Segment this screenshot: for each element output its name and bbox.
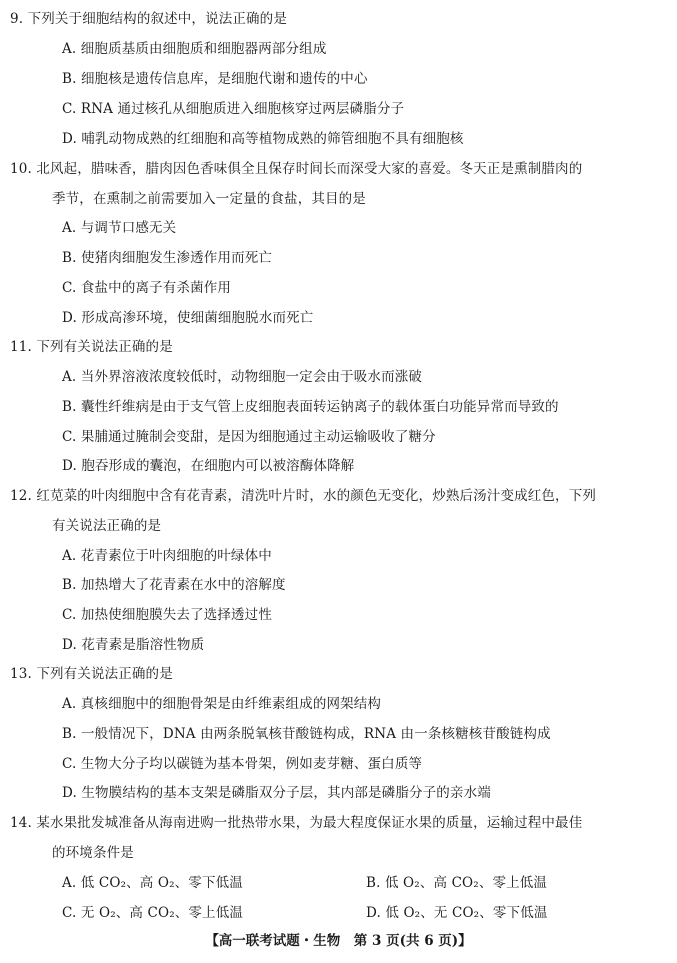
q13-stem: 13. 下列有关说法正确的是 xyxy=(10,666,173,682)
q11-option-b: B. 囊性纤维病是由于支气管上皮细胞表面转运钠离子的载体蛋白功能异常而导致的 xyxy=(62,399,559,415)
q13-option-a: A. 真核细胞中的细胞骨架是由纤维素组成的网架结构 xyxy=(62,696,382,712)
q11-option-c: C. 果脯通过腌制会变甜，是因为细胞通过主动运输吸收了糖分 xyxy=(62,429,436,445)
q9-option-b: B. 细胞核是遗传信息库，是细胞代谢和遗传的中心 xyxy=(62,71,368,87)
q10-option-a: A. 与调节口感无关 xyxy=(62,220,177,236)
q10-stem-line1: 10. 北风起，腊味香，腊肉因色香味俱全且保存时间长而深受大家的喜爱。冬天正是熏制腊肉的 xyxy=(10,161,583,177)
q9-stem: 9. 下列关于细胞结构的叙述中，说法正确的是 xyxy=(10,11,287,27)
q14-option-b: B. 低 O₂、高 CO₂、零上低温 xyxy=(366,875,548,891)
q11-option-a: A. 当外界溶液浓度较低时，动物细胞一定会由于吸水而涨破 xyxy=(62,369,423,385)
q14-option-d: D. 低 O₂、无 CO₂、零下低温 xyxy=(366,905,548,921)
q13-option-c: C. 生物大分子均以碳链为基本骨架，例如麦芽糖、蛋白质等 xyxy=(62,756,423,772)
q12-stem-line2: 有关说法正确的是 xyxy=(52,518,162,534)
q10-option-c: C. 食盐中的离子有杀菌作用 xyxy=(62,280,232,296)
q9-option-a: A. 细胞质基质由细胞质和细胞器两部分组成 xyxy=(62,41,327,57)
q10-option-b: B. 使猪肉细胞发生渗透作用而死亡 xyxy=(62,250,273,266)
q12-option-c: C. 加热使细胞膜失去了选择透过性 xyxy=(62,607,272,623)
q12-option-a: A. 花青素位于叶肉细胞的叶绿体中 xyxy=(62,548,272,564)
q14-stem-line2: 的环境条件是 xyxy=(52,845,134,861)
q14-option-a: A. 低 CO₂、高 O₂、零下低温 xyxy=(62,875,243,891)
q12-stem-line1: 12. 红苋菜的叶肉细胞中含有花青素，清洗叶片时，水的颜色无变化，炒熟后汤汁变成红色，下列 xyxy=(10,488,597,504)
q13-option-d: D. 生物膜结构的基本支架是磷脂双分子层，其内部是磷脂分子的亲水端 xyxy=(62,785,491,801)
q11-option-d: D. 胞吞形成的囊泡，在细胞内可以被溶酶体降解 xyxy=(62,458,355,474)
q12-option-b: B. 加热增大了花青素在水中的溶解度 xyxy=(62,577,286,593)
q9-option-d: D. 哺乳动物成熟的红细胞和高等植物成熟的筛管细胞不具有细胞核 xyxy=(62,131,464,147)
q9-option-c: C. RNA 通过核孔从细胞质进入细胞核穿过两层磷脂分子 xyxy=(62,101,405,117)
q12-option-d: D. 花青素是脂溶性物质 xyxy=(62,637,205,653)
q14-option-c: C. 无 O₂、高 CO₂、零上低温 xyxy=(62,905,244,921)
q10-stem-line2: 季节，在熏制之前需要加入一定量的食盐，其目的是 xyxy=(52,191,366,207)
q13-option-b: B. 一般情况下，DNA 由两条脱氧核苷酸链构成，RNA 由一条核糖核苷酸链构成 xyxy=(62,726,551,742)
page-footer: 【高一联考试题・生物 第 3 页(共 6 页)】 xyxy=(205,933,472,949)
q11-stem: 11. 下列有关说法正确的是 xyxy=(10,339,173,355)
q14-stem-line1: 14. 某水果批发城准备从海南进购一批热带水果，为最大程度保证水果的质量，运输过程中最佳 xyxy=(10,815,583,831)
q10-option-d: D. 形成高渗环境，使细菌细胞脱水而死亡 xyxy=(62,310,314,326)
